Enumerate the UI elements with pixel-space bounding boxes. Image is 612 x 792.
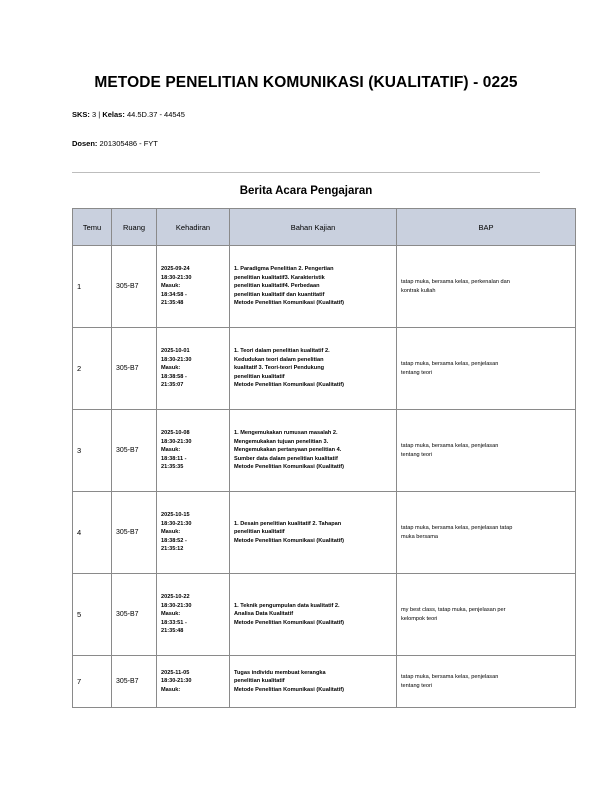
cell-bahan-kajian-line: kualitatif 3. Teori-teori Pendukung	[234, 365, 325, 372]
cell-bahan-kajian-line: Tugas individu membuat kerangka	[234, 669, 326, 676]
cell-bap	[397, 574, 576, 656]
table-row	[73, 656, 576, 708]
cell-bahan-kajian	[230, 328, 397, 410]
cell-kehadiran-line: 18:33:51 -	[161, 619, 187, 626]
cell-bahan-kajian-line: Analisa Data Kualitatif	[234, 611, 294, 618]
cell-temu: 3	[73, 410, 112, 492]
cell-kehadiran-line: Masuk:	[161, 611, 181, 618]
cell-kehadiran-line: 18:30-21:30	[161, 356, 192, 363]
cell-kehadiran-line: 18:38:52 -	[161, 537, 187, 544]
cell-kehadiran-line: Masuk:	[161, 365, 181, 372]
cell-kehadiran-line: Masuk:	[161, 686, 181, 693]
cell-bap-line: tatap muka, bersama kelas, penjelasan	[401, 673, 499, 680]
table-row	[73, 328, 576, 410]
course-meta-sks-kelas	[72, 110, 185, 119]
cell-kehadiran	[157, 410, 230, 492]
cell-bahan-kajian	[230, 246, 397, 328]
cell-bahan-kajian-line: Metode Penelitian Komunikasi (Kualitatif)	[234, 686, 345, 693]
cell-kehadiran-line: 18:38:11 -	[161, 455, 187, 462]
cell-bahan-kajian-line: 1. Mengemukakan rumusan masalah 2.	[234, 429, 338, 436]
cell-bahan-kajian-line: Metode Penelitian Komunikasi (Kualitatif)	[234, 464, 345, 471]
cell-bahan-kajian-line: 1. Desain penelitian kualitatif 2. Tahapan	[234, 520, 342, 527]
cell-kehadiran-line: 18:30-21:30	[161, 520, 192, 527]
cell-bahan-kajian-line: Metode Penelitian Komunikasi (Kualitatif)	[234, 537, 345, 544]
kelas-label: Kelas:	[102, 110, 125, 119]
course-meta-dosen	[72, 139, 158, 148]
cell-bap-line: tatap muka, bersama kelas, penjelasan	[401, 442, 499, 449]
dosen-label: Dosen:	[72, 139, 98, 148]
cell-bap-line: tentang teori	[401, 369, 433, 376]
header-ruang: Ruang	[112, 209, 157, 246]
cell-kehadiran-line: Masuk:	[161, 447, 181, 454]
cell-bahan-kajian-line: 1. Teori dalam penelitian kualitatif 2.	[234, 347, 330, 354]
sks-label: SKS:	[72, 110, 90, 119]
header-bap: BAP	[397, 209, 576, 246]
cell-kehadiran-line: 18:38:58 -	[161, 373, 187, 380]
cell-bahan-kajian-line: Mengemukakan tujuan penelitian 3.	[234, 438, 329, 445]
cell-ruang: 305-B7	[112, 492, 157, 574]
cell-kehadiran-line: 2025-10-15	[161, 511, 190, 518]
cell-kehadiran-line: 2025-10-01	[161, 347, 190, 354]
cell-bap-line: kontrak kuliah	[401, 287, 436, 294]
cell-bahan-kajian-line: penelitian kualitatif dan kuantitatif	[234, 291, 325, 298]
teaching-record-table	[72, 208, 576, 708]
cell-bahan-kajian-line: Sumber data dalam penelitian kualitatif	[234, 455, 338, 462]
cell-temu: 4	[73, 492, 112, 574]
cell-kehadiran	[157, 328, 230, 410]
cell-bahan-kajian-line: 1. Paradigma Penelitian 2. Pengertian	[234, 265, 334, 272]
cell-kehadiran-line: 21:35:35	[161, 464, 184, 471]
cell-kehadiran-line: 2025-11-05	[161, 669, 190, 676]
cell-bap-line: tatap muka, bersama kelas, penjelasan tatap	[401, 524, 513, 531]
cell-bahan-kajian-line: 1. Teknik pengumpulan data kualitatif 2.	[234, 602, 340, 609]
cell-kehadiran	[157, 492, 230, 574]
cell-bahan-kajian	[230, 410, 397, 492]
cell-bahan-kajian-line: Metode Penelitian Komunikasi (Kualitatif)	[234, 382, 345, 389]
sks-value: 3	[92, 110, 97, 119]
cell-kehadiran	[157, 574, 230, 656]
cell-bap	[397, 246, 576, 328]
cell-bap-line: kelompok teori	[401, 615, 438, 622]
cell-kehadiran-line: Masuk:	[161, 283, 181, 290]
horizontal-divider	[72, 172, 540, 173]
cell-kehadiran-line: 21:35:12	[161, 546, 184, 553]
cell-temu: 5	[73, 574, 112, 656]
cell-bahan-kajian-line: Kedudukan teori dalam penelitian	[234, 356, 324, 363]
cell-bap-line: muka bersama	[401, 533, 438, 540]
cell-kehadiran-line: 2025-10-08	[161, 429, 190, 436]
cell-bap-line: tentang teori	[401, 451, 433, 458]
cell-bahan-kajian-line: penelitian kualitatif	[234, 529, 285, 536]
cell-kehadiran-line: Masuk:	[161, 529, 181, 536]
cell-ruang: 305-B7	[112, 246, 157, 328]
cell-kehadiran-line: 2025-09-24	[161, 265, 190, 272]
table-header-row	[73, 209, 576, 246]
cell-kehadiran-line: 18:30-21:30	[161, 602, 192, 609]
cell-kehadiran	[157, 246, 230, 328]
cell-bap	[397, 328, 576, 410]
cell-bap	[397, 656, 576, 708]
dosen-value: 201305486 - FYT	[99, 139, 158, 148]
table-row	[73, 410, 576, 492]
cell-temu: 2	[73, 328, 112, 410]
cell-bahan-kajian-line: penelitian kualitatif	[234, 678, 285, 685]
cell-bahan-kajian-line: penelitian kualitatif3. Karakteristik	[234, 274, 325, 281]
cell-kehadiran-line: 21:35:48	[161, 628, 184, 635]
table-body	[73, 246, 576, 708]
cell-kehadiran-line: 21:35:07	[161, 382, 184, 389]
cell-bap-line: tatap muka, bersama kelas, perkenalan dan	[401, 278, 510, 285]
cell-kehadiran-line: 18:34:58 -	[161, 291, 187, 298]
cell-kehadiran-line: 2025-10-22	[161, 593, 190, 600]
cell-bahan-kajian-line: Metode Penelitian Komunikasi (Kualitatif)	[234, 619, 345, 626]
cell-ruang: 305-B7	[112, 410, 157, 492]
cell-bap-line: tatap muka, bersama kelas, penjelasan	[401, 360, 499, 367]
section-title: Berita Acara Pengajaran	[239, 185, 373, 197]
table-row	[73, 492, 576, 574]
cell-bahan-kajian-line: Metode Penelitian Komunikasi (Kualitatif)	[234, 300, 345, 307]
cell-ruang: 305-B7	[112, 656, 157, 708]
cell-kehadiran-line: 18:30-21:30	[161, 438, 192, 445]
cell-temu: 1	[73, 246, 112, 328]
cell-kehadiran	[157, 656, 230, 708]
cell-kehadiran-line: 18:30-21:30	[161, 678, 192, 685]
table-row	[73, 246, 576, 328]
cell-bahan-kajian-line: penelitian kualitatif4. Perbedaan	[234, 283, 320, 290]
cell-bap	[397, 410, 576, 492]
cell-bahan-kajian-line: penelitian kualitatif	[234, 373, 285, 380]
cell-bahan-kajian	[230, 656, 397, 708]
kelas-value: 44.5D.37 - 44545	[126, 110, 185, 119]
cell-ruang: 305-B7	[112, 574, 157, 656]
cell-bap-line: tentang teori	[401, 682, 433, 689]
cell-temu: 7	[73, 656, 112, 708]
meta-separator: |	[98, 110, 101, 119]
page-title: METODE PENELITIAN KOMUNIKASI (KUALITATIF) - 0225	[94, 74, 518, 91]
table-row	[73, 574, 576, 656]
header-bahan-kajian: Bahan Kajian	[230, 209, 397, 246]
header-temu: Temu	[73, 209, 112, 246]
cell-bahan-kajian	[230, 492, 397, 574]
cell-kehadiran-line: 21:35:48	[161, 300, 184, 307]
cell-kehadiran-line: 18:30-21:30	[161, 274, 192, 281]
header-kehadiran: Kehadiran	[157, 209, 230, 246]
cell-bap	[397, 492, 576, 574]
cell-ruang: 305-B7	[112, 328, 157, 410]
cell-bahan-kajian-line: Mengemukakan pertanyaan penelitian 4.	[234, 447, 342, 454]
cell-bap-line: my best class, tatap muka, penjelasan per	[401, 606, 506, 613]
cell-bahan-kajian	[230, 574, 397, 656]
